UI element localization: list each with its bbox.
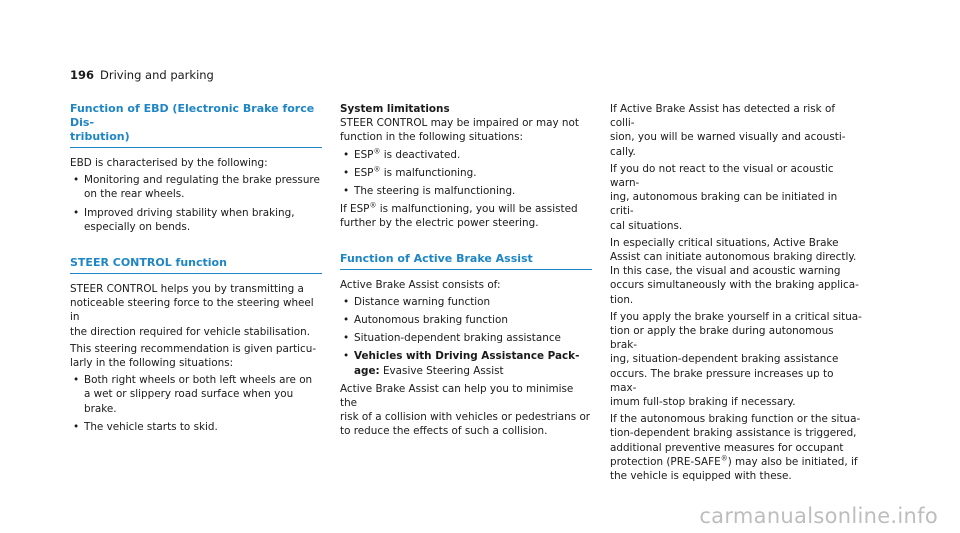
page-number: 196 [70,68,95,82]
list-item: • Monitoring and regulating the brake pressure on the rear wheels. [70,173,322,201]
steer-list [70,373,322,434]
paragraph: If the autonomous braking function or the situa- tion-dependent braking assistance is triggered, additional preventive measures for occupant protection (PRE-SAFE®) may also be initiated, if the vehicle is equipped with these. [610,413,861,483]
ebd-list [70,173,322,234]
list-item: • Distance warning function [340,295,592,309]
list-item: • Situation-dependent braking assistance [340,331,592,345]
aba-list [340,295,592,378]
paragraph: If Active Brake Assist has detected a risk of colli- sion, you will be warned visually and acousti- cally. [610,103,846,158]
system-limitations-list [340,148,592,199]
list-item: • The vehicle starts to skid. [70,420,322,434]
steer-paragraph: This steering recommendation is given particu- larly in the following situations: [70,342,317,370]
list-item: • Autonomous braking function [340,313,592,327]
ebd-heading [70,102,322,148]
page-header [70,68,214,82]
aba-heading: Function of Active Brake Assist [340,252,592,270]
paragraph: If you do not react to the visual or acoustic warn- ing, autonomous braking can be initiated in criti- cal situations. [610,162,838,232]
system-limitations-heading: System limitations [340,103,450,115]
paragraph: In especially critical situations, Active Brake Assist can initiate autonomous braking directly. In this case, the visual and acoustic warning occurs simultaneously with the braking applica- tion. [610,236,859,306]
aba-outro: Active Brake Assist can help you to minimise the risk of a collision with vehicles or pedestrians or to reduce the effects of such a collision. [340,382,591,438]
list-item: • Both right wheels or both left wheels are on a wet or slippery road surface when you brake. [70,373,322,416]
list-item: • ESP® is malfunctioning. [340,166,592,180]
column-2 [340,102,592,442]
steer-paragraph: STEER CONTROL helps you by transmitting a noticeable steering force to the steering wheel in the direction required for vehicle stabilisation. [70,283,314,338]
paragraph: If you apply the brake yourself in a critical situa- tion or apply the brake during autonomous brak- ing, situation-dependent braking assistance occurs. The brake pressure increases up to max- imum full-stop braking if necessary. [610,310,862,409]
list-item: • The steering is malfunctioning. [340,184,592,198]
watermark: carmanualsonline.info [699,503,938,528]
ebd-heading-line: Function of EBD (Electronic Brake force Dis- [70,102,315,129]
ebd-heading-line: tribution) [70,130,130,143]
ebd-intro: EBD is characterised by the following: [70,157,268,169]
steer-heading: STEER CONTROL function [70,256,322,274]
esp-paragraph: If ESP® is malfunctioning, you will be assisted further by the electric power steering. [340,201,578,230]
list-item: • Improved driving stability when braking, especially on bends. [70,206,322,234]
list-item: • ESP® is deactivated. [340,148,592,162]
list-item: • Vehicles with Driving Assistance Pack- age: Evasive Steering Assist [340,349,592,377]
column-3 [610,102,862,486]
aba-intro: Active Brake Assist consists of: [340,278,501,291]
column-1 [70,102,322,438]
system-limitations-intro: STEER CONTROL may be impaired or may not function in the following situations: [340,117,579,144]
section-title: Driving and parking [100,68,214,82]
